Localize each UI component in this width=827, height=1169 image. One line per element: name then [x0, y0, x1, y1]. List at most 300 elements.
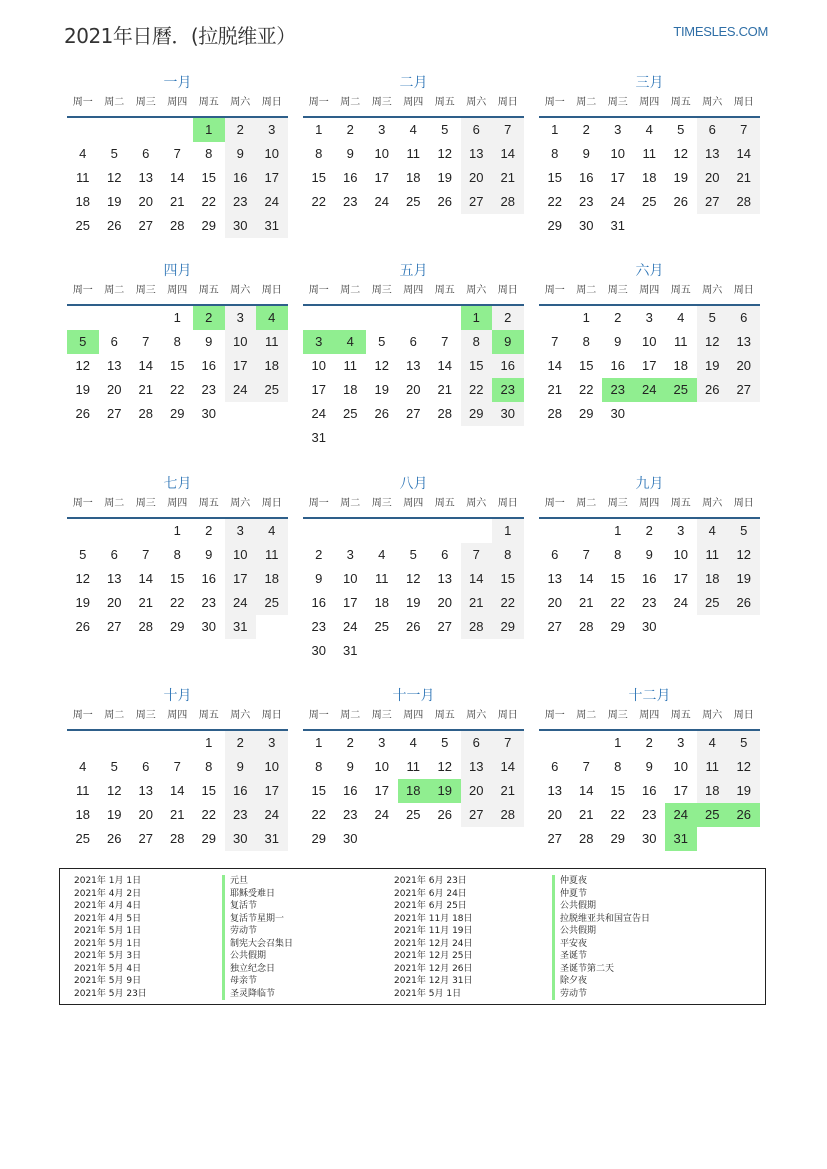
empty-cell: [366, 519, 398, 543]
day-cell: 6: [461, 731, 493, 755]
day-cell: 3: [677, 523, 685, 538]
day-grid: [539, 519, 760, 639]
day-cell: 23: [311, 619, 326, 634]
day-cell: 16: [311, 595, 326, 610]
day-grid: [303, 731, 524, 851]
day-cell: 9: [225, 755, 257, 779]
day-cell: 8: [461, 330, 493, 354]
weekday-label: 周四: [639, 498, 660, 509]
day-cell: 20: [107, 595, 122, 610]
day-cell: 28: [579, 619, 594, 634]
day-cell: 20: [547, 807, 562, 822]
day-cell: 15: [311, 170, 326, 185]
day-cell: 27: [138, 831, 153, 846]
holiday-date: 2021年 5月 23日: [74, 988, 147, 999]
day-cell: 20: [437, 595, 452, 610]
day-cell: 16: [343, 170, 358, 185]
day-cell: 26: [437, 194, 452, 209]
day-cell: 1: [173, 523, 181, 538]
empty-cell: [539, 306, 571, 330]
day-cell: 30: [225, 214, 257, 238]
empty-cell: [335, 306, 367, 330]
day-cell: 17: [225, 354, 257, 378]
day-cell: 5: [728, 731, 760, 755]
day-cell: 7: [492, 731, 524, 755]
day-cell: 1: [315, 735, 323, 750]
day-cell: 1: [492, 519, 524, 543]
day-cell: 12: [406, 571, 421, 586]
weekday-header: [303, 94, 524, 118]
weekday-label: 周一: [72, 710, 93, 721]
day-cell: 25: [256, 378, 288, 402]
day-cell: 6: [441, 547, 449, 562]
month-calendar: [539, 74, 760, 238]
weekday-label: 周一: [308, 97, 329, 108]
day-cell: 21: [728, 166, 760, 190]
weekday-label: 周六: [702, 285, 723, 296]
day-cell: 4: [378, 547, 386, 562]
month-name: 十二月: [628, 688, 671, 704]
day-cell: 12: [728, 543, 760, 567]
weekday-label: 周五: [198, 710, 219, 721]
day-cell: 12: [437, 759, 452, 774]
weekday-header: [67, 495, 288, 519]
day-cell: 16: [642, 571, 657, 586]
day-cell: 29: [170, 619, 185, 634]
empty-cell: [162, 731, 194, 755]
empty-cell: [539, 519, 571, 543]
day-cell: 4: [697, 519, 729, 543]
day-cell: 4: [79, 146, 87, 161]
day-cell: 1: [315, 122, 323, 137]
day-cell: 4: [256, 519, 288, 543]
day-cell: 31: [225, 615, 257, 639]
day-cell: 3: [645, 310, 653, 325]
day-grid: [539, 731, 760, 851]
weekday-label: 周五: [670, 498, 691, 509]
day-cell: 24: [256, 190, 288, 214]
day-cell: 28: [547, 406, 562, 421]
day-cell: 18: [673, 358, 688, 373]
empty-cell: [99, 731, 131, 755]
day-cell: 19: [728, 779, 760, 803]
holiday-day-cell: 25: [697, 803, 729, 827]
holiday-name: 复活节星期一: [230, 913, 285, 924]
day-cell: 9: [205, 547, 213, 562]
weekday-label: 周四: [167, 285, 188, 296]
day-grid: [67, 306, 288, 426]
weekday-label: 周三: [135, 710, 156, 721]
month-calendar: [303, 687, 524, 851]
holiday-day-cell: 4: [256, 306, 288, 330]
weekday-label: 周一: [308, 498, 329, 509]
day-cell: 29: [492, 615, 524, 639]
day-cell: 21: [170, 194, 185, 209]
day-cell: 10: [673, 759, 688, 774]
day-cell: 19: [374, 382, 389, 397]
day-cell: 10: [225, 330, 257, 354]
weekday-label: 周一: [544, 97, 565, 108]
day-cell: 10: [225, 543, 257, 567]
weekday-label: 周四: [167, 498, 188, 509]
holiday-date: 2021年 12月 24日: [394, 938, 473, 949]
day-cell: 28: [461, 615, 493, 639]
day-cell: 5: [79, 547, 87, 562]
day-grid: [303, 306, 524, 450]
holiday-date: 2021年 5月 4日: [74, 963, 142, 974]
day-cell: 23: [201, 595, 216, 610]
day-cell: 1: [582, 310, 590, 325]
day-cell: 4: [79, 759, 87, 774]
holiday-name: 圣诞节第二天: [560, 963, 615, 974]
holiday-day-cell: 24: [634, 378, 666, 402]
day-cell: 23: [201, 382, 216, 397]
weekday-label: 周日: [733, 97, 754, 108]
weekday-label: 周六: [466, 498, 487, 509]
empty-cell: [429, 306, 461, 330]
day-cell: 4: [697, 731, 729, 755]
day-cell: 16: [642, 783, 657, 798]
day-cell: 23: [343, 194, 358, 209]
day-cell: 25: [642, 194, 657, 209]
day-cell: 3: [614, 122, 622, 137]
weekday-label: 周日: [733, 285, 754, 296]
day-cell: 12: [728, 755, 760, 779]
day-cell: 2: [315, 547, 323, 562]
weekday-label: 周五: [198, 97, 219, 108]
holiday-date: 2021年 12月 25日: [394, 951, 473, 961]
day-cell: 19: [728, 567, 760, 591]
day-cell: 13: [461, 755, 493, 779]
weekday-label: 周日: [733, 710, 754, 721]
site-link[interactable]: TIMESLES.COM: [673, 24, 768, 39]
day-cell: 13: [728, 330, 760, 354]
day-cell: 3: [256, 731, 288, 755]
day-cell: 21: [579, 595, 594, 610]
day-cell: 25: [256, 591, 288, 615]
day-cell: 9: [346, 146, 354, 161]
day-cell: 28: [437, 406, 452, 421]
month-name: 四月: [163, 263, 192, 279]
month-name: 十一月: [392, 688, 435, 704]
holiday-name: 仲夏夜: [560, 876, 588, 886]
day-cell: 24: [673, 595, 688, 610]
day-cell: 7: [173, 759, 181, 774]
empty-cell: [130, 519, 162, 543]
day-cell: 17: [610, 170, 625, 185]
weekday-label: 周五: [670, 710, 691, 721]
weekday-label: 周日: [261, 285, 282, 296]
weekday-label: 周三: [607, 97, 628, 108]
day-cell: 13: [406, 358, 421, 373]
day-cell: 27: [406, 406, 421, 421]
empty-cell: [67, 118, 99, 142]
day-cell: 12: [697, 330, 729, 354]
day-cell: 27: [547, 619, 562, 634]
day-cell: 12: [75, 571, 90, 586]
day-cell: 17: [642, 358, 657, 373]
empty-cell: [67, 519, 99, 543]
day-cell: 18: [75, 807, 90, 822]
day-cell: 19: [107, 807, 122, 822]
holiday-day-cell: 1: [461, 306, 493, 330]
holiday-name: 复活节: [230, 901, 258, 911]
day-cell: 9: [614, 334, 622, 349]
weekday-label: 周六: [230, 710, 251, 721]
weekday-label: 周五: [434, 97, 455, 108]
holiday-name: 元旦: [230, 876, 249, 886]
month-calendar: [303, 74, 524, 214]
weekday-label: 周日: [497, 285, 518, 296]
holiday-day-cell: 1: [193, 118, 225, 142]
weekday-label: 周五: [670, 97, 691, 108]
empty-cell: [99, 118, 131, 142]
holiday-day-cell: 3: [303, 330, 335, 354]
day-cell: 30: [311, 643, 326, 658]
holiday-name: 独立纪念日: [230, 963, 276, 974]
day-cell: 12: [75, 358, 90, 373]
day-cell: 17: [256, 166, 288, 190]
holiday-date: 2021年 4月 4日: [74, 901, 142, 911]
empty-cell: [67, 731, 99, 755]
day-cell: 23: [579, 194, 594, 209]
empty-cell: [539, 731, 571, 755]
empty-cell: [99, 519, 131, 543]
day-grid: [303, 519, 524, 663]
day-cell: 30: [642, 831, 657, 846]
day-cell: 16: [492, 354, 524, 378]
day-cell: 18: [343, 382, 358, 397]
day-cell: 20: [461, 779, 493, 803]
holiday-date: 2021年 5月 1日: [394, 988, 462, 999]
day-cell: 23: [225, 190, 257, 214]
day-cell: 14: [579, 783, 594, 798]
day-cell: 7: [173, 146, 181, 161]
day-cell: 8: [614, 547, 622, 562]
day-cell: 17: [673, 571, 688, 586]
weekday-label: 周六: [702, 498, 723, 509]
day-cell: 30: [201, 619, 216, 634]
day-cell: 26: [437, 807, 452, 822]
day-cell: 2: [645, 735, 653, 750]
day-cell: 10: [256, 755, 288, 779]
day-cell: 31: [343, 643, 358, 658]
holiday-date: 2021年 1月 1日: [74, 876, 142, 886]
day-cell: 6: [551, 759, 559, 774]
day-cell: 26: [107, 831, 122, 846]
day-cell: 3: [346, 547, 354, 562]
holiday-name: 耶稣受难日: [230, 888, 276, 899]
day-cell: 16: [225, 166, 257, 190]
holiday-date: 2021年 11月 18日: [394, 913, 473, 924]
weekday-header: [539, 707, 760, 731]
month-calendar: [67, 262, 288, 426]
day-cell: 30: [492, 402, 524, 426]
day-cell: 10: [374, 146, 389, 161]
day-cell: 15: [201, 170, 216, 185]
day-cell: 30: [201, 406, 216, 421]
day-cell: 8: [173, 547, 181, 562]
day-cell: 13: [697, 142, 729, 166]
month-name: 十月: [163, 688, 192, 704]
day-cell: 30: [343, 831, 358, 846]
weekday-label: 周二: [576, 498, 597, 509]
empty-cell: [99, 306, 131, 330]
day-cell: 31: [311, 430, 326, 445]
holiday-date: 2021年 12月 26日: [394, 963, 473, 974]
weekday-label: 周五: [198, 498, 219, 509]
day-cell: 19: [437, 170, 452, 185]
weekday-label: 周三: [135, 285, 156, 296]
weekday-label: 周二: [340, 710, 361, 721]
month-name: 三月: [635, 75, 664, 91]
weekday-label: 周五: [198, 285, 219, 296]
day-cell: 6: [142, 759, 150, 774]
empty-cell: [67, 306, 99, 330]
month-calendar: [539, 262, 760, 426]
day-cell: 31: [610, 218, 625, 233]
weekday-label: 周二: [104, 97, 125, 108]
day-cell: 1: [205, 735, 213, 750]
day-cell: 26: [374, 406, 389, 421]
day-cell: 10: [256, 142, 288, 166]
month-calendar: [67, 687, 288, 851]
weekday-label: 周四: [639, 285, 660, 296]
day-cell: 20: [547, 595, 562, 610]
day-cell: 29: [311, 831, 326, 846]
day-cell: 21: [437, 382, 452, 397]
weekday-label: 周日: [261, 710, 282, 721]
day-cell: 29: [579, 406, 594, 421]
day-cell: 17: [673, 783, 688, 798]
day-cell: 6: [728, 306, 760, 330]
day-cell: 17: [374, 783, 389, 798]
day-cell: 27: [107, 406, 122, 421]
weekday-header: [303, 282, 524, 306]
day-cell: 6: [110, 334, 118, 349]
day-cell: 5: [441, 122, 449, 137]
day-cell: 29: [461, 402, 493, 426]
day-cell: 29: [610, 831, 625, 846]
holiday-day-cell: 18: [398, 779, 430, 803]
day-cell: 11: [406, 146, 420, 161]
day-grid: [67, 519, 288, 639]
weekday-label: 周四: [639, 97, 660, 108]
weekday-label: 周六: [230, 498, 251, 509]
day-grid: [67, 731, 288, 851]
empty-cell: [429, 519, 461, 543]
day-cell: 31: [256, 214, 288, 238]
day-cell: 29: [610, 619, 625, 634]
month-calendar: [303, 262, 524, 450]
day-cell: 2: [346, 735, 354, 750]
holiday-date: 2021年 6月 23日: [394, 876, 467, 886]
holiday-name: 圣灵降临节: [230, 988, 276, 999]
day-cell: 14: [170, 170, 185, 185]
month-name: 一月: [163, 75, 192, 91]
weekday-label: 周一: [72, 285, 93, 296]
day-cell: 21: [138, 595, 153, 610]
day-cell: 14: [492, 755, 524, 779]
day-cell: 17: [256, 779, 288, 803]
day-cell: 10: [610, 146, 625, 161]
day-cell: 18: [406, 170, 421, 185]
weekday-label: 周二: [576, 285, 597, 296]
day-cell: 9: [645, 547, 653, 562]
holiday-day-cell: 26: [728, 803, 760, 827]
day-cell: 21: [579, 807, 594, 822]
day-cell: 15: [492, 567, 524, 591]
day-cell: 11: [343, 358, 357, 373]
day-cell: 6: [110, 547, 118, 562]
weekday-label: 周一: [308, 285, 329, 296]
day-cell: 28: [170, 218, 185, 233]
weekday-label: 周二: [576, 710, 597, 721]
day-cell: 15: [170, 571, 185, 586]
holiday-date: 2021年 6月 25日: [394, 901, 467, 911]
day-cell: 30: [610, 406, 625, 421]
day-cell: 3: [225, 519, 257, 543]
day-cell: 12: [107, 783, 122, 798]
day-cell: 19: [107, 194, 122, 209]
weekday-label: 周二: [340, 97, 361, 108]
weekday-label: 周一: [544, 710, 565, 721]
weekday-label: 周三: [607, 285, 628, 296]
day-cell: 30: [579, 218, 594, 233]
month-name: 七月: [163, 476, 192, 492]
weekday-label: 周日: [497, 498, 518, 509]
day-cell: 22: [610, 595, 625, 610]
day-cell: 22: [610, 807, 625, 822]
weekday-label: 周四: [403, 97, 424, 108]
day-cell: 8: [173, 334, 181, 349]
weekday-label: 周四: [167, 710, 188, 721]
weekday-label: 周二: [340, 498, 361, 509]
month-calendar: [539, 687, 760, 851]
day-cell: 24: [343, 619, 358, 634]
day-cell: 22: [311, 194, 326, 209]
holiday-date: 2021年 4月 5日: [74, 913, 142, 924]
weekday-label: 周五: [670, 285, 691, 296]
weekday-label: 周三: [371, 498, 392, 509]
day-cell: 2: [225, 731, 257, 755]
weekday-header: [303, 707, 524, 731]
day-cell: 24: [225, 591, 257, 615]
empty-cell: [130, 118, 162, 142]
day-cell: 9: [582, 146, 590, 161]
holiday-day-cell: 2: [193, 306, 225, 330]
day-cell: 2: [225, 118, 257, 142]
day-cell: 27: [437, 619, 452, 634]
month-name: 二月: [399, 75, 428, 91]
day-cell: 18: [642, 170, 657, 185]
day-cell: 18: [256, 567, 288, 591]
day-cell: 18: [256, 354, 288, 378]
holiday-date: 2021年 5月 1日: [74, 926, 142, 936]
holiday-date: 2021年 4月 2日: [74, 888, 142, 899]
day-cell: 10: [642, 334, 657, 349]
day-cell: 2: [645, 523, 653, 538]
day-cell: 8: [582, 334, 590, 349]
holiday-name: 公共假期: [560, 901, 597, 911]
day-cell: 13: [461, 142, 493, 166]
empty-cell: [335, 519, 367, 543]
holiday-day-cell: 31: [665, 827, 697, 851]
day-cell: 18: [75, 194, 90, 209]
day-cell: 1: [173, 310, 181, 325]
day-cell: 20: [728, 354, 760, 378]
day-cell: 28: [492, 190, 524, 214]
